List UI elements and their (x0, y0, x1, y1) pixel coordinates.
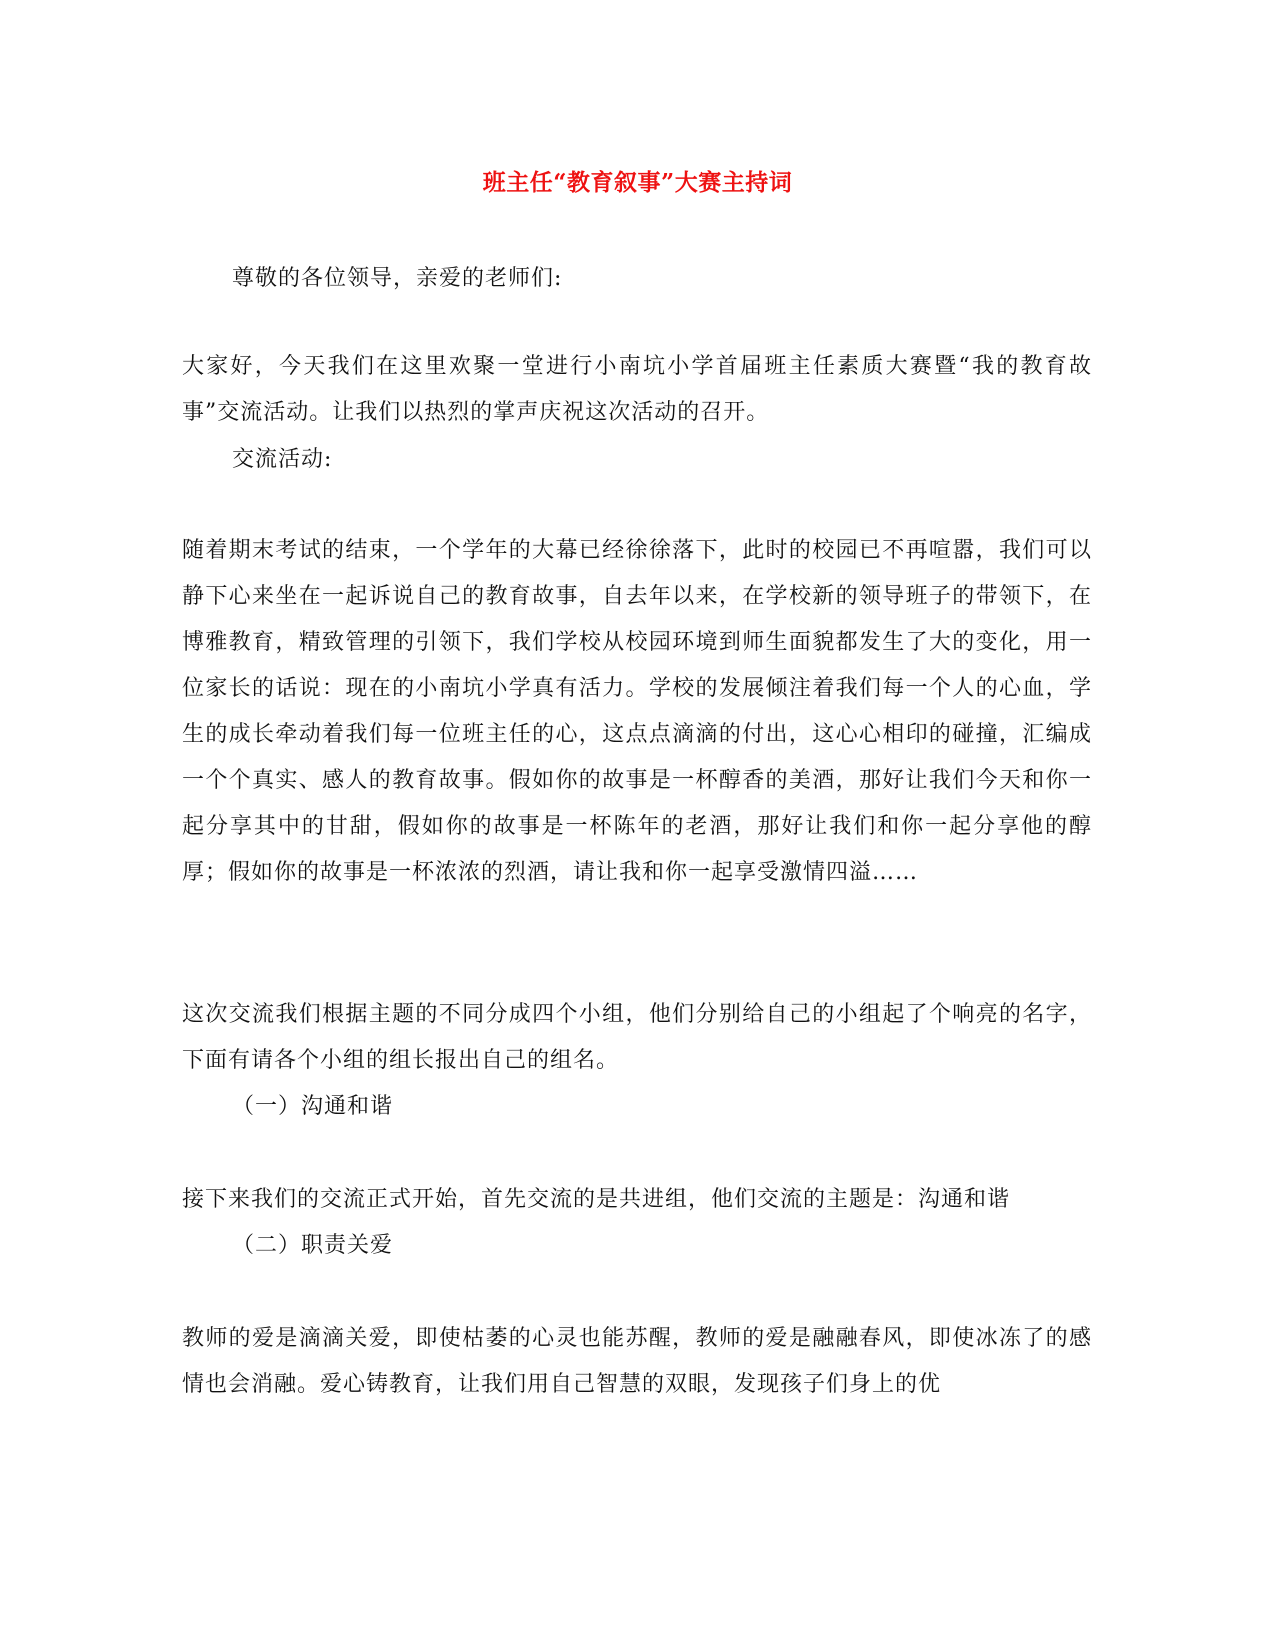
body-paragraph-start: 接下来我们的交流正式开始，首先交流的是共进组，他们交流的主题是：沟通和谐 (182, 1187, 1011, 1212)
greeting-paragraph: 尊敬的各位领导，亲爱的老师们: (232, 266, 563, 291)
document-title: 班主任“教育叙事”大赛主持词 (482, 169, 793, 196)
body-paragraph-love: 教师的爱是滴滴关爱，即使枯萎的心灵也能苏醒，教师的爱是融融春风，即使冰冻了的感情也会消融。爱心铸教育，让我们用自己智慧的双眼，发现孩子们身上的优 (182, 1326, 1092, 1397)
section-heading-exchange: 交流活动: (232, 447, 333, 472)
body-paragraph-stories: 随着期末考试的结束，一个学年的大幕已经徐徐落下，此时的校园已不再喧嚣，我们可以静下心来坐在一起诉说自己的教育故事，自去年以来，在学校新的领导班子的带领下，在博雅教育，精致管理的引领下，我们学校从校园环境到师生面貌都发生了大的变化，用一位家长的话说：现在的小南坑小学真有活力。学校的发展倾注着我们每一个人的心血，学生的成长牵动着我们每一位班主任的心，这点点滴滴的付出，这心心相印的碰撞，汇编成一个个真实、感人的教育故事。假如你的故事是一杯醇香的美酒，那好让我们今天和你一起分享其中的甘甜，假如你的故事是一杯陈年的老酒，那好让我们和你一起分享他的醇厚；假如你的故事是一杯浓浓的烈酒，请让我和你一起享受激情四溢…… (182, 538, 1092, 885)
section-heading-communication: （一）沟通和谐 (232, 1094, 394, 1119)
body-paragraph-groups: 这次交流我们根据主题的不同分成四个小组，他们分别给自己的小组起了个响亮的名字，下面有请各个小组的组长报出自己的组名。 (182, 1002, 1092, 1073)
opening-paragraph: 大家好，今天我们在这里欢聚一堂进行小南坑小学首届班主任素质大赛暨“我的教育故事”交流活动。让我们以热烈的掌声庆祝这次活动的召开。 (182, 354, 1092, 425)
section-heading-responsibility: （二）职责关爱 (232, 1233, 394, 1258)
